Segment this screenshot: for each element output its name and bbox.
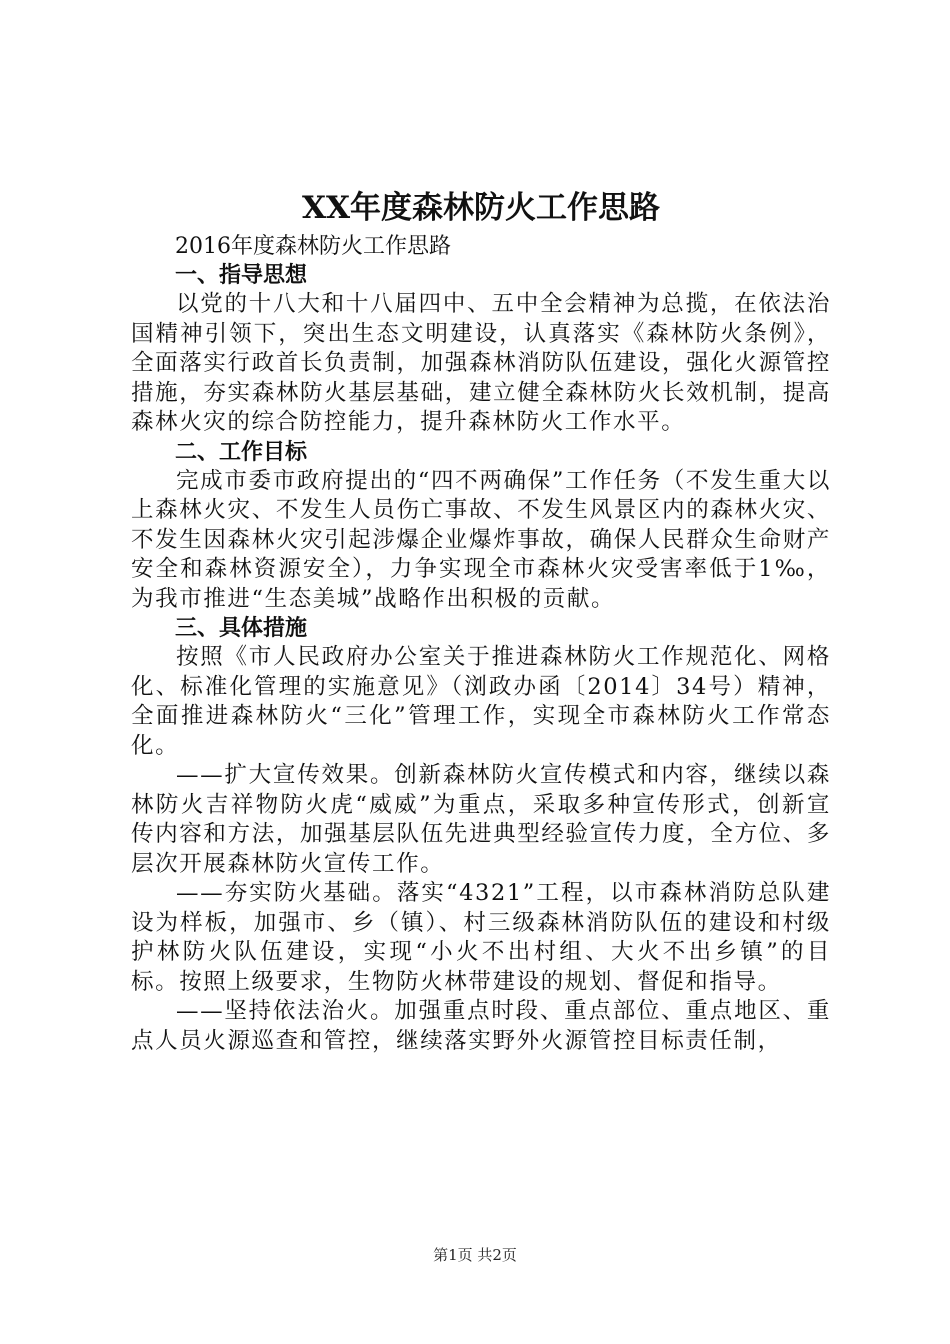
body-paragraph: ——扩大宣传效果。创新森林防火宣传模式和内容，继续以森林防火吉祥物防火虎“威威”为重点，采取多种宣传形式，创新宣传内容和方法，加强基层队伍先进典型经验宣传力度，全方位、多层次开展森林防火宣传工作。 — [131, 762, 831, 877]
body-paragraph: 以党的十八大和十八届四中、五中全会精神为总揽，在依法治国精神引领下，突出生态文明建设，认真落实《森林防火条例》，全面落实行政首长负责制，加强森林消防队伍建设，强化火源管控措施，夯实森林防火基层基础，建立健全森林防火长效机制，提高森林火灾的综合防控能力，提升森林防火工作水平。 — [131, 291, 831, 435]
document-subtitle: 2016年度森林防火工作思路 — [175, 234, 451, 259]
document-page — [131, 188, 831, 1056]
section-work-goals — [131, 438, 831, 615]
section-heading: 一、指导思想 — [175, 262, 308, 288]
section-heading: 三、具体措施 — [175, 615, 308, 641]
body-paragraph: ——夯实防火基础。落实“4321”工程，以市森林消防总队建设为样板，加强市、乡（镇）、村三级森林消防队伍的建设和村级护林防火队伍建设，实现“小火不出村组、大火不出乡镇”的目标。按照上级要求，生物防火林带建设的规划、督促和指导。 — [131, 880, 831, 995]
body-paragraph: 按照《市人民政府办公室关于推进森林防火工作规范化、网格化、标准化管理的实施意见》（浏政办函〔2014〕34号）精神，全面推进森林防火“三化”管理工作，实现全市森林防火工作常态化。 — [131, 644, 831, 759]
section-heading: 二、工作目标 — [175, 438, 308, 465]
page-number-footer: 第1页 共2页 — [433, 1246, 517, 1264]
section-guiding-ideology — [131, 261, 831, 438]
body-paragraph: 完成市委市政府提出的“四不两确保”工作任务（不发生重大以上森林火灾、不发生人员伤亡事故、不发生风景区内的森林火灾、不发生因森林火灾引起涉爆企业爆炸事故，确保人民群众生命财产安全和森林资源安全），力争实现全市森林火灾受害率低于1‰，为我市推进“生态美城”战略作出积极的贡献。 — [131, 467, 831, 612]
body-paragraph: ——坚持依法治火。加强重点时段、重点部位、重点地区、重点人员火源巡查和管控，继续落实野外火源管控目标责任制， — [131, 998, 831, 1054]
document-title: XX年度森林防火工作思路 — [301, 190, 661, 226]
section-specific-measures — [131, 614, 831, 1056]
